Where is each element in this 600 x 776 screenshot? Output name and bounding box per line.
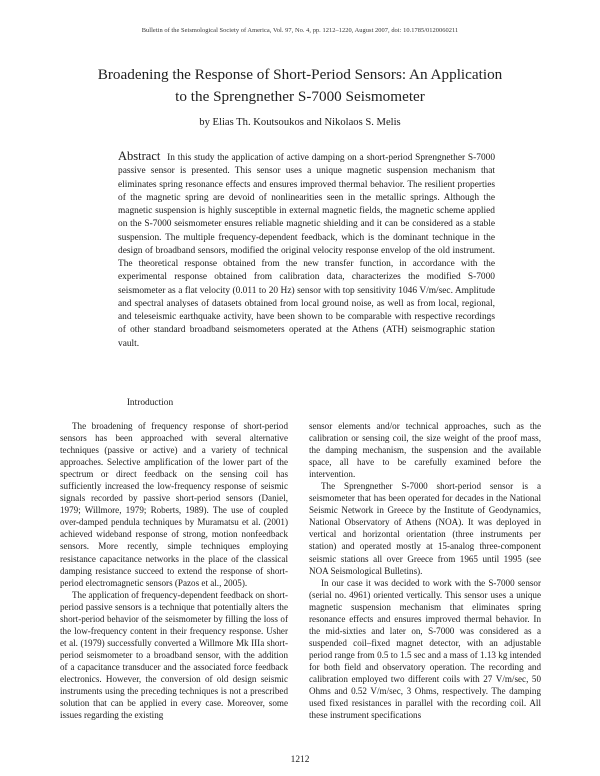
column-left (60, 420, 288, 721)
abstract-label: Abstract (118, 149, 161, 163)
paragraph: In our case it was decided to work with the S-7000 sensor (serial no. 4961) oriented vertically. This sensor uses a unique magnetic suspension mechanism that eliminates spring resonance effects and ensures improved thermal behavior. In the mid-sixties and later on, S-7000 was considered as a suspended coil–fixed magnet detector, with an adjustable period range from 0.5 to 1.5 sec and a mass of 1.13 kg intended for both field and observatory operation. The recording and calibration employed two different coils with 27 V/m/sec, 50 Ohms and 0.52 V/m/sec, 3 Ohms, respectively. The damping used fixed resistances in parallel with the recording coil. All these instrument specifications (309, 577, 541, 721)
column-right (309, 420, 541, 721)
title-line-2: to the Sprengnether S-7000 Seismometer (175, 88, 425, 105)
paragraph: The Sprengnether S-7000 short-period sensor is a seismometer that has been operated for decades in the National Seismic Network in Greece by the Institute of Geodynamics, National Observatory of Athens (NOA). It was deployed in vertical and horizontal orientation (three instruments per station) and operated mostly at 15-analog three-component seismic stations all over Greece from 1965 until 1995 (see NOA Seismological Bulletins). (309, 481, 541, 576)
paper-title (60, 64, 540, 108)
abstract-text: In this study the application of active damping on a short-period Sprengnether S-7000 passive sensor is presented. This sensor uses a unique magnetic suspension mechanism that eliminates spring resonance effects and ensures improved thermal behavior. The resilient properties of the magnetic spring are devoid of nonlinearities seen in the metallic springs. Although the magnetic suspension is highly susceptible in external magnetic fields, the magnetic scheme applied on the S-7000 seismometer ensures reliable magnetic shielding and it can be considered as a stable suspension. The multiple frequency-dependent feedback, which is the dominant technique in the design of broadband sensors, modified the original velocity response envelop of the old instrument. The theoretical response obtained from the new transfer function, in accordance with the experimental response obtained from calibration data, characterizes the modified S-7000 seismometer as a flat velocity (0.011 to 20 Hz) sensor with top sensitivity 1046 V/m/sec. Amplitude and spectral analyses of datasets obtained from local ground noise, as well as from local, regional, and teleseismic earthquake activity, have been shown to be comparable with respective recordings of other standard broadband seismometers operated at the Athens (ATH) seismographic station vault. (118, 153, 496, 349)
paragraph: The broadening of frequency response of short-period sensors has been approached with several alternative techniques (passive or active) and a variety of technical approaches. Selective amplification of the lower part of the spectrum or direct feedback on the sensing coil has sufficiently increased the low-frequency response of seismic signals recorded by passive short-period sensors (Daniel, 1979; Willmore, 1979; Roberts, 1989). The use of coupled over-damped pendula techniques by Muramatsu et al. (2001) achieved wideband response of strong, motion nonfeedback sensors. More recently, simple techniques employing resistance capacitance networks in the place of the classical damping resistance succeed to extend the response of short-period electromagnetic sensors (Pazos et al., 2005). (60, 421, 288, 588)
authors: by Elias Th. Koutsoukos and Nikolaos S. Melis (199, 117, 401, 128)
abstract (118, 150, 495, 351)
paragraph: sensor elements and/or technical approaches, such as the calibration or sensing coil, the size weight of the proof mass, the damping mechanism, the suspension and the available space, all have to be carefully examined before the intervention. (309, 421, 541, 480)
running-header: Bulletin of the Seismological Society of America, Vol. 97, No. 4, pp. 1212–1220, August 2007, doi: 10.1785/0120060211 (141, 27, 459, 34)
page-number: 1212 (290, 755, 310, 765)
title-line-1: Broadening the Response of Short-Period Sensors: An Application (97, 66, 503, 83)
section-heading-introduction: Introduction (126, 398, 174, 408)
paragraph: The application of frequency-dependent feedback on short-period passive sensors is a technique that potentially alters the short-period behavior of the seismometer by filling the loss of the low-frequency content in their frequency response. Usher et al. (1979) successfully converted a Willmore Mk IIIa short-period seismometer to a broadband sensor, with the addition of a capacitance transducer and the associated force feedback electronics. However, the conversion of old design seismic instruments using the preceding techniques is not a prescribed solution that can be applied in every case. Moreover, some issues regarding the existing (60, 589, 288, 721)
